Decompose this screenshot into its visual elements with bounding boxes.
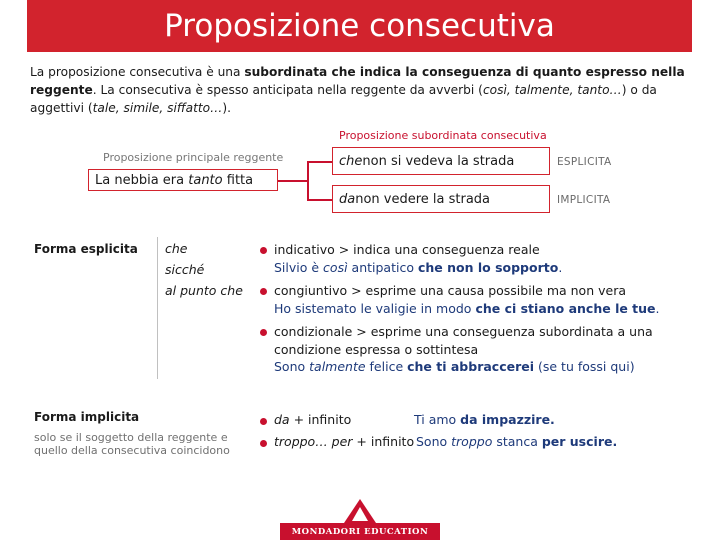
example-text: stanca <box>492 434 542 449</box>
publisher-logo <box>280 497 440 540</box>
main-sentence-adverb: tanto <box>188 172 223 188</box>
bullet-dot <box>260 247 267 254</box>
implicit-form-label: Forma implicita <box>34 410 140 424</box>
implicit-rule-troppo <box>274 433 414 451</box>
example-text: Silvio è <box>274 259 324 275</box>
preposition-da: da <box>339 191 356 207</box>
example-text: felice <box>365 359 408 374</box>
bullet-dot <box>260 418 267 425</box>
example-sentence <box>414 411 555 429</box>
example-consecutive: che non lo sopporto <box>417 259 559 275</box>
example-consecutive: che ti abbraccerei <box>407 359 535 374</box>
bullet-dot <box>260 288 267 295</box>
intro-text: ) o da aggettivi ( <box>30 83 657 115</box>
rule-text: + infinito <box>289 412 352 427</box>
rule-text: condizionale > esprime una conseguenza subordinata a una <box>274 324 653 339</box>
intro-adverbs: così, talmente, tanto… <box>482 83 622 97</box>
connector-line <box>307 161 333 163</box>
main-clause-heading: Proposizione principale reggente <box>103 151 284 164</box>
example-adverb: troppo <box>451 434 493 449</box>
example-text: antipatico <box>347 259 418 275</box>
implicit-clause-text: non vedere la strada <box>355 191 491 207</box>
example-sentence <box>416 433 617 451</box>
explicit-clause-text: non si vedeva la strada <box>362 153 515 169</box>
example-text: Sono <box>274 359 310 374</box>
rule-text: congiuntivo > esprime una causa possibile ma non vera <box>274 283 626 298</box>
example-text: . <box>558 259 563 275</box>
intro-text: . La consecutiva è spesso anticipata nella reggente da avverbi ( <box>92 83 483 97</box>
intro-paragraph <box>30 63 700 117</box>
connector-line <box>278 180 308 182</box>
example-sentence <box>274 300 660 318</box>
conjunction-che: che <box>339 153 363 169</box>
rule-text: condizione espressa o sottintesa <box>274 341 479 357</box>
explicit-clause-box <box>332 147 550 175</box>
example-consecutive: che ci stiano anche le tue <box>475 300 656 316</box>
connector-line <box>307 199 333 201</box>
slide-title: Proposizione consecutiva <box>27 0 692 52</box>
rule-preposition: troppo… per <box>274 434 353 449</box>
implicit-clause-box <box>332 185 550 213</box>
rule-text: indicativo > indica una conseguenza reale <box>274 242 540 257</box>
divider <box>157 237 158 379</box>
explicit-tag: ESPLICITA <box>557 156 612 168</box>
example-text: Sono <box>416 434 452 449</box>
implicit-note: solo se il soggetto della reggente e quello della consecutiva coincidono <box>34 431 230 457</box>
rule-preposition: da <box>274 412 290 427</box>
main-sentence-text: fitta <box>226 172 254 188</box>
example-sentence <box>274 358 653 376</box>
example-consecutive: da impazzire. <box>460 412 555 427</box>
main-clause-box <box>88 169 278 191</box>
example-consecutive: per uscire. <box>541 434 618 449</box>
subordinate-heading: Proposizione subordinata consecutiva <box>339 129 547 142</box>
rule-text: + infinito <box>352 434 415 449</box>
intro-text: La proposizione consecutiva è una <box>30 65 245 79</box>
example-adverb: talmente <box>309 359 366 374</box>
connector-line <box>307 161 309 200</box>
intro-bold: subordinata che indica la conseguenza di quanto espresso nella reggente <box>30 65 685 97</box>
bullet-dot <box>260 440 267 447</box>
explicit-conditional <box>274 323 653 376</box>
main-sentence-text: La nebbia era <box>95 172 185 188</box>
implicit-rule-da <box>274 411 351 429</box>
logo-text: MONDADORI EDUCATION <box>291 527 429 537</box>
explicit-indicative <box>274 241 562 276</box>
conjunction-item: al punto che <box>165 283 243 298</box>
intro-text: ). <box>222 101 231 115</box>
example-adverb: così <box>323 259 348 275</box>
example-text: Ho sistemato le valigie in modo <box>274 300 476 316</box>
example-sentence <box>274 259 562 277</box>
example-text: . <box>655 300 660 316</box>
conjunction-item: che <box>165 241 188 256</box>
conjunction-item: sicché <box>165 262 205 277</box>
explicit-form-label: Forma esplicita <box>34 242 138 256</box>
intro-adjectives: tale, simile, siffatto… <box>92 101 223 115</box>
example-text: Ti amo <box>414 412 461 427</box>
example-text: (se tu fossi qui) <box>534 359 635 374</box>
implicit-tag: IMPLICITA <box>557 194 611 206</box>
explicit-subjunctive <box>274 282 660 317</box>
bullet-dot <box>260 329 267 336</box>
